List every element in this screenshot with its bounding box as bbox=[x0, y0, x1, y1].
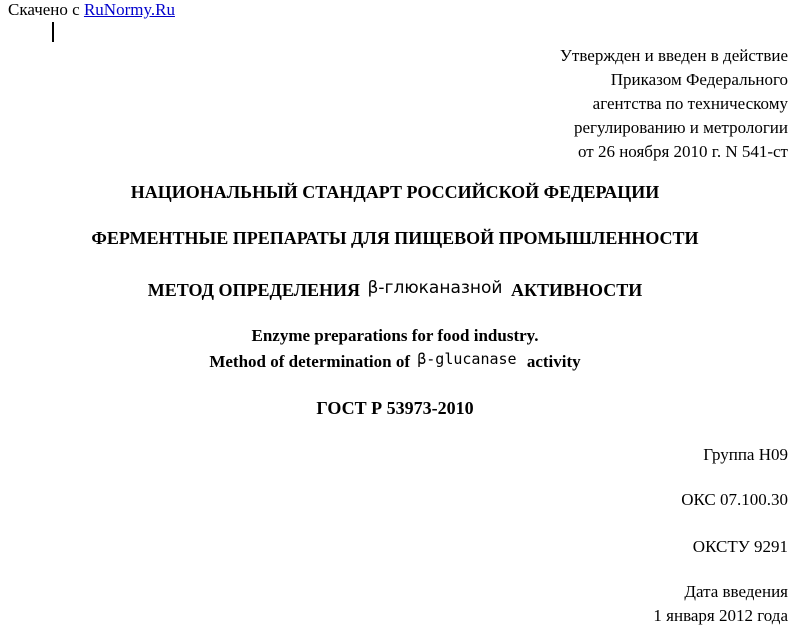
text-cursor bbox=[52, 22, 54, 42]
english-title-line2 bbox=[0, 349, 790, 375]
approval-line: от 26 ноября 2010 г. N 541-ст bbox=[578, 142, 788, 161]
approval-line: Приказом Федерального bbox=[610, 70, 788, 89]
approval-line: агентства по техническому bbox=[592, 94, 788, 113]
effective-date-block bbox=[653, 580, 788, 628]
national-standard-title: НАЦИОНАЛЬНЫЙ СТАНДАРТ РОССИЙСКОЙ ФЕДЕРАЦИИ bbox=[130, 182, 660, 202]
method-title-inline-term: β-глюканазной bbox=[367, 278, 503, 298]
method-title-suffix: АКТИВНОСТИ bbox=[510, 280, 643, 300]
effective-date-label: Дата введения bbox=[684, 582, 788, 601]
english-title-line2-suffix: activity bbox=[526, 352, 581, 371]
method-title bbox=[0, 276, 790, 305]
approval-line: регулированию и метрологии bbox=[573, 118, 788, 137]
english-title-line2-inline-term: β-glucanase bbox=[417, 350, 517, 368]
classification-oks: ОКС 07.100.30 bbox=[681, 490, 788, 509]
method-title-prefix: МЕТОД ОПРЕДЕЛЕНИЯ bbox=[147, 280, 361, 300]
classification-group: Группа Н09 bbox=[703, 445, 788, 464]
approval-block bbox=[560, 44, 788, 164]
english-title-line2-prefix: Method of determination of bbox=[209, 352, 410, 371]
english-title-line1: Enzyme preparations for food industry. bbox=[251, 326, 539, 345]
source-prefix: Скачено с bbox=[8, 0, 80, 19]
source-line bbox=[8, 0, 175, 20]
effective-date-value: 1 января 2012 года bbox=[653, 606, 788, 625]
gost-number: ГОСТ Р 53973-2010 bbox=[316, 398, 474, 418]
enzymes-title: ФЕРМЕНТНЫЕ ПРЕПАРАТЫ ДЛЯ ПИЩЕВОЙ ПРОМЫШЛЕННОСТИ bbox=[91, 228, 699, 248]
classification-okstu: ОКСТУ 9291 bbox=[692, 537, 788, 556]
approval-line: Утвержден и введен в действие bbox=[559, 46, 788, 65]
runormy-link[interactable]: RuNormy.Ru bbox=[83, 0, 175, 19]
